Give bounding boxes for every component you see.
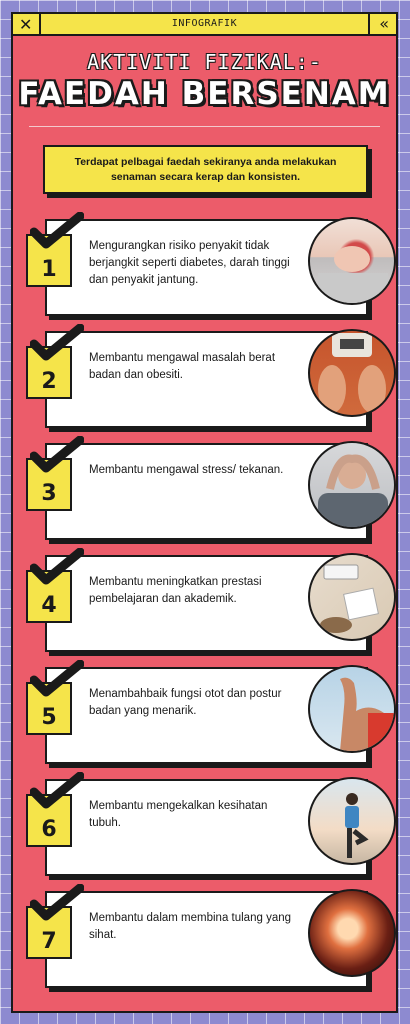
title-divider (29, 126, 380, 127)
benefit-number: 7 (41, 929, 57, 954)
benefit-item-5 (42, 664, 372, 764)
weighing-scale-photo (308, 329, 396, 417)
benefit-text: Membantu mengawal stress/ tekanan. (89, 464, 284, 476)
checkmark-icon (30, 772, 84, 812)
benefit-number: 3 (41, 481, 57, 506)
benefit-item-2 (42, 328, 372, 428)
checkmark-icon (30, 436, 84, 476)
heart-pain-photo (308, 217, 396, 305)
benefit-number: 4 (41, 593, 57, 618)
infographic-panel (11, 12, 398, 1013)
close-icon[interactable]: ✕ (19, 15, 33, 34)
benefit-item-4 (42, 552, 372, 652)
benefit-text: Menambahbaik fungsi otot dan postur badan yang menarik. (89, 688, 282, 717)
benefit-text: Membantu dalam membina tulang yang sihat. (89, 912, 292, 941)
checkmark-icon (30, 660, 84, 700)
stressed-man-photo (308, 441, 396, 529)
divider (368, 14, 370, 34)
benefit-number: 5 (41, 705, 57, 730)
collapse-icon[interactable]: « (379, 14, 389, 33)
benefit-number: 2 (41, 369, 57, 394)
flexed-arm-photo (308, 665, 396, 753)
benefit-text: Mengurangkan risiko penyakit tidak berjangkit seperti diabetes, darah tinggi dan penyakit jantung. (89, 240, 290, 286)
checkmark-icon (30, 212, 84, 252)
benefit-item-3 (42, 440, 372, 540)
benefit-text: Membantu meningkatkan prestasi pembelajaran dan akademik. (89, 576, 262, 605)
page-title: FAEDAH BERSENAM (18, 76, 391, 112)
knee-bone-photo (308, 889, 396, 977)
benefit-item-6 (42, 776, 372, 876)
benefit-text: Membantu mengawal masalah berat badan dan obesiti. (89, 352, 276, 381)
benefit-number: 6 (41, 817, 57, 842)
benefit-item-1 (42, 216, 372, 316)
benefit-item-7 (42, 888, 372, 988)
title-bar-label: INFOGRAFIK (171, 18, 238, 29)
title-bar (13, 14, 396, 36)
checkmark-icon (30, 548, 84, 588)
checkmark-icon (30, 324, 84, 364)
checkmark-icon (30, 884, 84, 924)
benefit-number: 1 (41, 257, 57, 282)
page-subtitle: AKTIVITI FIZIKAL:- (87, 50, 322, 74)
study-desk-photo (308, 553, 396, 641)
yoga-pose-photo (308, 777, 396, 865)
benefit-text: Membantu mengekalkan kesihatan tubuh. (89, 800, 268, 829)
intro-box: Terdapat pelbagai faedah sekiranya anda melakukan senaman secara kerap dan konsisten. (43, 145, 368, 194)
